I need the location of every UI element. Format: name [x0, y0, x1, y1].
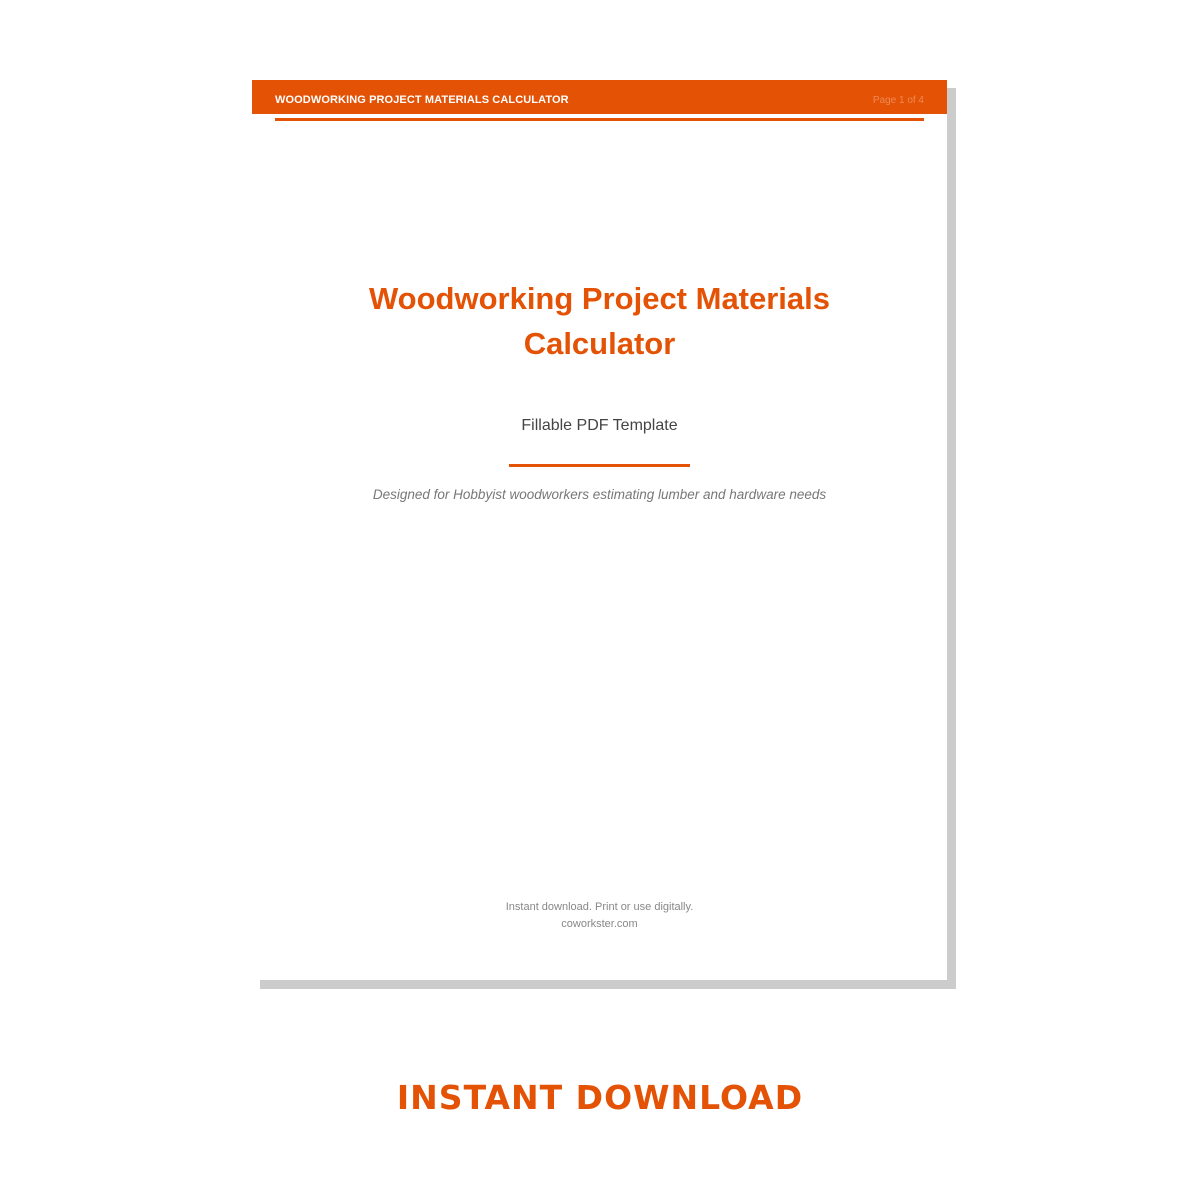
document-title	[252, 276, 947, 366]
footer-note: Instant download. Print or use digitally.	[505, 901, 694, 913]
instant-download-label: INSTANT DOWNLOAD	[396, 1078, 804, 1117]
header-divider	[275, 118, 924, 121]
page-indicator: Page 1 of 4	[872, 95, 924, 106]
footer-website: coworkster.com	[561, 918, 638, 930]
document-subtitle: Fillable PDF Template	[521, 417, 678, 434]
document-header-bar	[252, 80, 947, 114]
document-tagline: Designed for Hobbyist woodworkers estimating lumber and hardware needs	[372, 487, 827, 502]
subtitle-divider	[509, 464, 690, 467]
header-title: WOODWORKING PROJECT MATERIALS CALCULATOR	[275, 94, 569, 106]
document-title-line-2: Calculator	[523, 326, 676, 361]
document-title-line-1: Woodworking Project Materials	[368, 281, 831, 316]
document-page	[252, 80, 947, 980]
